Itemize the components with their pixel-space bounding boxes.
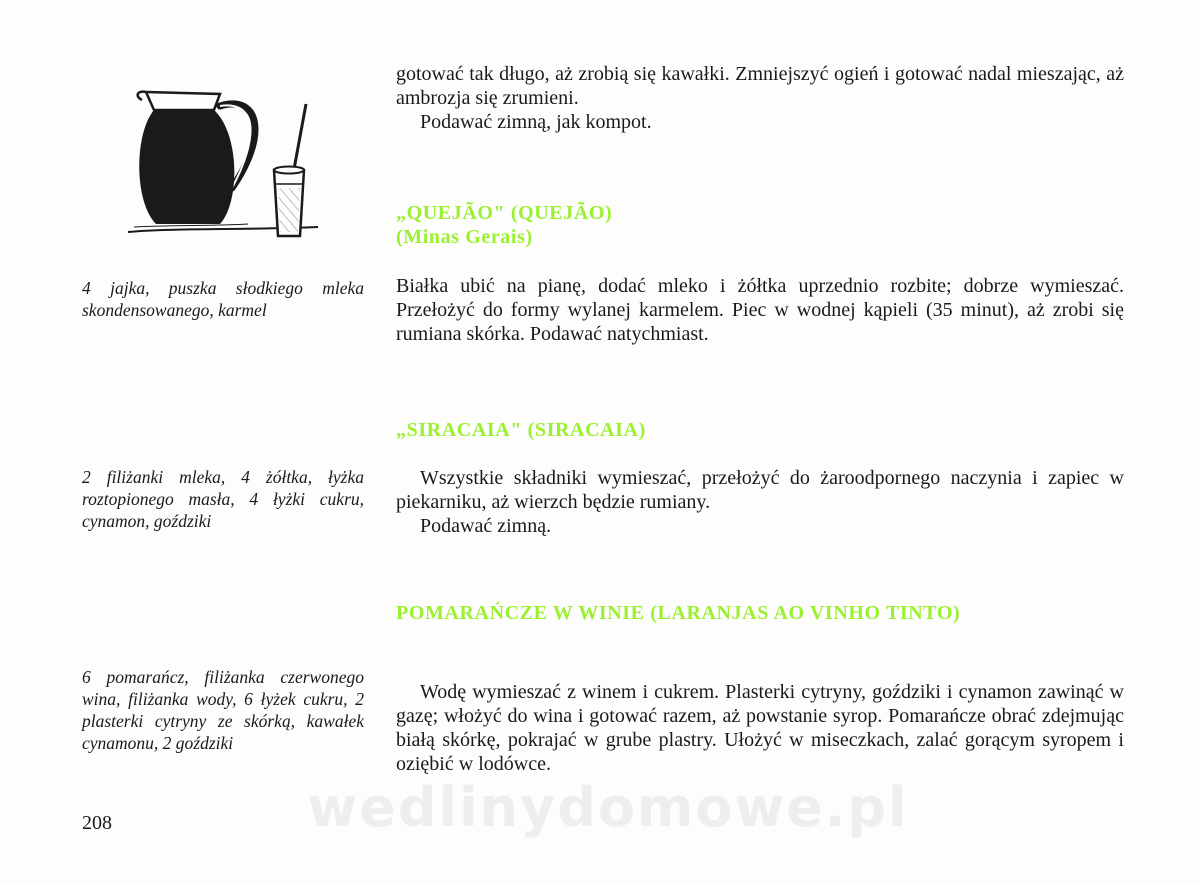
recipe-title-pomarancze: POMARAŃCZE W WINIE (LARANJAS AO VINHO TINTO)	[396, 602, 961, 624]
recipe-title-quejao: „QUEJÃO" (QUEJÃO)	[396, 202, 613, 224]
recipe-paragraph: Białka ubić na pianę, dodać mleko i żółtka uprzednio rozbite; dobrze wymieszać. Przełożyć do formy wylanej karmelem. Piec w wodnej kąpieli (35 minut), aż zrobi się rumiana skórka. Podawać natychmiast.	[396, 275, 1124, 345]
ingredients-pomarancze: 6 pomarańcz, filiżanka czerwonego wina, filiżanka wody, 6 łyżek cukru, 2 plasterki cytryny ze skórką, kawałek cynamonu, 2 goździki	[82, 667, 364, 753]
recipe-body-pomarancze	[396, 680, 1124, 776]
page-number: 208	[82, 812, 112, 834]
ingredients-quejao: 4 jajka, puszka słodkiego mleka skondensowanego, karmel	[82, 278, 364, 320]
recipe-serving-note: Podawać zimną.	[420, 515, 552, 537]
recipe-paragraph: Wszystkie składniki wymieszać, przełożyć do żaroodpornego naczynia i zapiec w piekarniku, aż wierzch będzie rumiany.	[396, 467, 1124, 513]
recipe-subtitle-quejao: (Minas Gerais)	[396, 226, 533, 248]
recipe-paragraph: Wodę wymieszać z winem i cukrem. Plasterki cytryny, goździki i cynamon zawinąć w gazę; włożyć do wina i gotować razem, aż powstanie syrop. Pomarańcze obrać zdejmując białą skórkę, pokrajać w grube plastry. Ułożyć w miseczkach, zalać gorącym syropem i oziębić w lodówce.	[396, 681, 1124, 775]
intro-serving-note: Podawać zimną, jak kompot.	[420, 111, 652, 133]
jug-and-glass-illustration	[128, 84, 318, 244]
intro-text	[396, 62, 1124, 134]
recipe-title-siracaia: „SIRACAIA" (SIRACAIA)	[396, 419, 646, 441]
ingredients-siracaia: 2 filiżanki mleka, 4 żółtka, łyżka roztopionego masła, 4 łyżki cukru, cynamon, goździki	[82, 467, 364, 531]
watermark: wedlinydomowe.pl	[307, 776, 909, 839]
intro-paragraph: gotować tak długo, aż zrobią się kawałki. Zmniejszyć ogień i gotować nadal mieszając, aż ambrozja się zrumieni.	[396, 63, 1124, 109]
recipe-body-quejao	[396, 274, 1124, 346]
recipe-body-siracaia	[396, 466, 1124, 538]
